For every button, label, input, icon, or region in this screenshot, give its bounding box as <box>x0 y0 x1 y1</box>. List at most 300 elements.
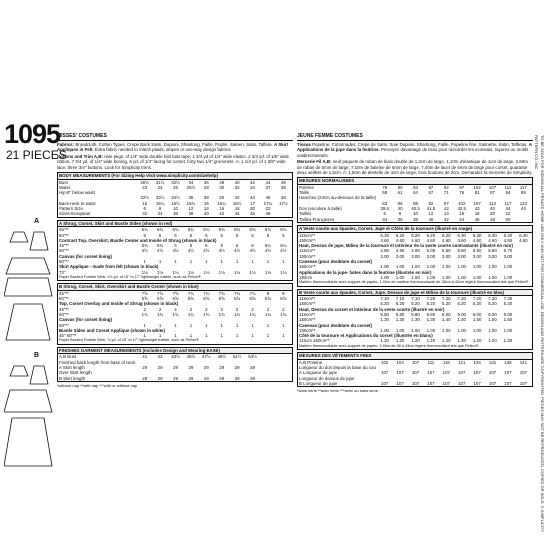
row-value: 107 <box>473 200 481 206</box>
row-value: 102 <box>458 200 466 206</box>
row-label: A Skirt length <box>59 364 85 370</box>
row-value: 126 <box>473 359 481 365</box>
row-value: 1 <box>266 259 270 265</box>
row-value: 17¼ <box>263 200 273 206</box>
fabric-subheading: Haut, Dessus du corset et intérieur de la veste courte (illustré en noir) <box>299 306 445 312</box>
row-value: 5.80 <box>380 312 389 317</box>
row-value: 6¾ <box>264 227 271 233</box>
row-value: 29 <box>250 375 255 381</box>
row-value: 1¾ <box>249 312 256 317</box>
row-value: 87 <box>490 190 495 196</box>
view-b-sketches <box>4 362 54 472</box>
row-label: 115cm** <box>299 248 316 254</box>
row-value: 6 <box>251 243 254 249</box>
row-value: 1 <box>266 333 270 339</box>
row-value: 15¼ <box>155 200 165 206</box>
row-value: 5¾ <box>157 243 164 249</box>
row-label: 45"** <box>59 290 69 296</box>
fabric-subheading: Canvas (for corset lining) <box>59 317 112 323</box>
row-value: 3.00 <box>380 253 389 259</box>
row-label: 150cm** <box>299 237 316 243</box>
row-value: 111 <box>427 359 435 365</box>
row-value: 2 <box>251 306 254 312</box>
row-value: 107 <box>504 370 512 376</box>
row-value: 121 <box>458 359 466 365</box>
row-value: 1¾ <box>141 312 148 317</box>
fabric-subheading: Top, Corset Overlay and Inside of Shrug (shown in black) <box>59 301 179 307</box>
row-value: 1.20 <box>380 338 389 344</box>
skirt-sketch-a <box>6 304 50 340</box>
row-value: 3.00 <box>472 253 482 259</box>
row-value: 6 <box>143 206 146 212</box>
row-value: 4½ <box>157 248 164 254</box>
row-label: Taille <box>299 190 310 196</box>
fabric-subheading: Contrast Top, Overskirt, Bustle Center and Inside of Shrug (shown in black) <box>59 237 217 243</box>
row-value: 36 <box>188 195 194 201</box>
row-value: 1 <box>189 259 193 265</box>
row-value: 1 <box>174 333 177 339</box>
row-value: 4½ <box>280 248 287 254</box>
row-value: 7.20 <box>488 296 497 302</box>
row-value: 1.00 <box>457 274 466 280</box>
row-value: 4.60 <box>426 237 436 243</box>
row-value: 122 <box>519 200 528 206</box>
row-value: 29 <box>219 375 225 381</box>
row-value: 1 <box>220 259 223 265</box>
row-value: 2 <box>266 306 270 312</box>
row-value: 1.00 <box>457 264 466 270</box>
row-value: 29 <box>157 375 163 381</box>
row-value: 4½ <box>218 248 225 254</box>
row-value: 1 <box>235 259 239 265</box>
row-value: 15½ <box>171 200 180 206</box>
row-value: 107 <box>411 359 420 365</box>
overskirt-sketch-a <box>6 258 50 274</box>
row-value: 136 <box>504 359 512 365</box>
row-value: 1.00 <box>503 264 513 270</box>
row-value: 6¾ <box>141 227 148 233</box>
row-value: 42 <box>250 179 255 185</box>
row-value: 14 <box>443 211 449 217</box>
french-notions-text: neuf paquets de ruban de biais double de 1,3cm de large, 1,10m d'elastique de 1cm de large, 2,60m de ruban de 6mm de large, 7,10m de baleine de 6mm de large, 7,40m de lacet de 6mm de large pour corset, quarante deux oeillets de 1,5cm. <box>297 159 528 175</box>
french-body-table <box>297 177 533 223</box>
row-value: 48 <box>280 195 286 201</box>
row-value: 6.30 <box>380 232 389 238</box>
row-value: 1.20 <box>503 338 513 344</box>
row-value: 1 <box>205 259 208 265</box>
row-label: Back-neck to waist <box>59 200 96 206</box>
row-value: 46 <box>474 216 480 222</box>
row-value: 33½ <box>155 195 165 201</box>
skirt-sketch-b <box>4 418 52 466</box>
row-value: 4.60 <box>380 237 389 243</box>
row-value: 40 <box>219 195 225 201</box>
row-value: 7⅝ <box>172 290 179 296</box>
row-value: 6.20 <box>442 232 451 238</box>
english-title: MISSES' COSTUMES <box>57 133 293 141</box>
row-label: Pattern Size <box>59 206 83 212</box>
table-row <box>58 211 292 216</box>
row-value: 5 <box>220 232 223 238</box>
row-value: 1⅛ <box>234 269 241 275</box>
row-value: 1.00 <box>472 327 482 333</box>
row-value: 42 <box>219 211 225 217</box>
row-value: 44 <box>459 216 465 222</box>
row-value: 4½ <box>172 248 179 254</box>
row-value: 1⅛ <box>203 269 210 275</box>
row-value: 117 <box>519 184 527 190</box>
row-value: 6.30 <box>472 232 482 238</box>
row-label: 60"** <box>59 259 69 265</box>
row-value: 131 <box>488 359 497 365</box>
row-value: 7.10 <box>411 296 420 302</box>
row-label: Tailles <box>299 211 312 217</box>
row-value: 7.10 <box>395 296 405 302</box>
french-instructions <box>297 133 533 393</box>
row-value: 1.00 <box>442 274 451 280</box>
row-value: 5.50 <box>442 248 451 254</box>
row-label: 60"** <box>59 248 69 254</box>
row-value: 29 <box>173 364 178 370</box>
row-value: 6¾ <box>172 227 179 233</box>
row-value: 1.30 <box>411 317 420 323</box>
row-value: 14 <box>203 206 209 212</box>
row-value: 1 <box>174 259 177 265</box>
row-value: 5.70 <box>503 248 513 254</box>
row-value: 10 <box>413 211 418 217</box>
fabric-subheading: Canvas (for corset lining) <box>59 253 112 259</box>
row-value: 1.00 <box>411 264 420 270</box>
row-value: 29 <box>188 364 194 370</box>
row-value: 6 <box>235 243 239 249</box>
french-fabrics-label: Tissus <box>297 142 311 147</box>
row-value: 20 <box>490 211 495 217</box>
row-value: 67 <box>428 190 434 196</box>
row-value: 1¾ <box>264 312 271 317</box>
row-value: 1 <box>143 322 146 328</box>
row-value: 4.60 <box>472 237 482 243</box>
row-value: 50 <box>505 216 511 222</box>
row-value: 102 <box>381 359 389 365</box>
row-value: 29 <box>142 375 148 381</box>
fusible-note: Matière thermocollante avec support de papier- 0.50m de 38 à 43cm légère thermocollant tels que Pellon® <box>299 343 479 348</box>
row-value: 29 <box>173 375 178 381</box>
row-value: 29 <box>203 375 209 381</box>
row-value: 5 <box>251 232 254 238</box>
row-value: 1 <box>143 259 146 265</box>
row-value: 92 <box>443 184 449 190</box>
row-value <box>276 211 291 216</box>
row-value: 44 <box>505 206 511 212</box>
french-notions-note: A: 1,50m de dentelle de 4cm de large, trois boutons de 2cm. Demandez la mercerie de Simplicity. <box>342 169 533 175</box>
row-value: 107 <box>381 380 389 386</box>
fabric-subheading: Haut, Dessus de jupe, Milieu de la tournure et intérieur de la veste courte contrastants (illustré en noir) <box>299 243 513 249</box>
row-value: 107 <box>396 380 404 386</box>
row-label: A Longueur de jupe <box>299 370 338 376</box>
row-label: Hanches (23cm au-dessous de la taille) <box>299 195 377 201</box>
row-label: 150cm** <box>299 317 316 323</box>
row-label: 45"** <box>59 227 69 233</box>
row-value: 1¾ <box>280 312 287 317</box>
pattern-number: 1095 <box>4 119 61 149</box>
row-value: 5 <box>174 232 177 238</box>
row-value: 1.50 <box>488 317 497 323</box>
row-value: 1.00 <box>395 327 405 333</box>
row-value: 107 <box>504 380 512 386</box>
row-value: 6 <box>383 211 386 217</box>
row-value: 41.5 <box>426 206 436 212</box>
row-value: 1.00 <box>457 327 466 333</box>
row-value: 107 <box>473 370 481 376</box>
row-value: 29 <box>188 375 194 381</box>
row-label: 150cm** <box>299 301 316 307</box>
row-value: 42 <box>234 195 240 201</box>
row-value: 2 <box>205 306 208 312</box>
row-value: 102 <box>473 184 481 190</box>
row-value: 4.60 <box>411 237 420 243</box>
english-instructions <box>57 133 293 388</box>
row-value: 4½ <box>234 248 241 254</box>
row-value: 53½ <box>248 354 257 360</box>
row-value: 1.00 <box>488 264 497 270</box>
row-value: 4½ <box>203 248 210 254</box>
fabric-subheading: Canevas (pour doublure du corset) <box>299 259 372 265</box>
row-label: 45"** <box>59 243 69 249</box>
row-value: 107 <box>427 380 435 386</box>
table-row <box>298 317 532 322</box>
view-label-b: B <box>34 352 40 359</box>
row-value: 1.50 <box>503 317 513 323</box>
table-header: B Shrug, Corset, Skirt, Overskirt and Bustle Center (shown in blue) <box>58 284 292 291</box>
row-value: 107 <box>427 370 435 376</box>
row-value: 141 <box>519 359 528 365</box>
row-value: 6 <box>205 243 208 249</box>
view-a-sketches <box>4 228 54 348</box>
row-value: 6¾ <box>218 227 225 233</box>
english-body-table <box>57 172 293 218</box>
english-shrug-a-table <box>57 220 293 282</box>
row-value: 1 <box>174 322 177 328</box>
row-value: 46 <box>265 195 271 201</box>
row-value: 6¼ <box>280 243 287 249</box>
row-value: 32 <box>234 184 240 190</box>
row-value: 112 <box>489 200 497 206</box>
row-value: 1.00 <box>380 264 389 270</box>
row-value: 42 <box>443 206 449 212</box>
row-label: B Longueur de jupe <box>299 380 338 386</box>
row-value: 6¾ <box>187 227 194 233</box>
row-value: 1¾ <box>172 312 179 317</box>
row-value: 1 <box>158 322 162 328</box>
row-value: 5⅝ <box>141 296 148 302</box>
row-value: 34 <box>382 216 388 222</box>
row-value: 48 <box>490 216 495 222</box>
row-value: 1 <box>205 333 208 339</box>
row-value: 38 <box>413 216 418 222</box>
row-value: 1.00 <box>503 327 513 333</box>
row-value: 8 <box>266 290 270 296</box>
row-value: 92 <box>428 200 434 206</box>
row-value: 1⅛ <box>218 269 225 275</box>
row-value: 80 <box>397 184 403 190</box>
table-row <box>58 248 292 253</box>
row-value: 2 <box>282 306 285 312</box>
row-value: 8 <box>282 290 285 296</box>
row-label: Over Skirt length <box>59 370 92 376</box>
row-value: 48 <box>265 211 271 217</box>
row-value: 1 <box>282 259 285 265</box>
row-value: 2 <box>143 306 146 312</box>
row-value: 2 <box>158 306 162 312</box>
english-fabrics-label: Fabrics: <box>57 142 75 147</box>
french-shrug-a-table <box>297 225 533 287</box>
row-value: 7.20 <box>442 296 451 302</box>
french-fabrics <box>297 142 533 158</box>
row-value: 76 <box>459 190 465 196</box>
row-value: 117 <box>504 200 512 206</box>
row-value: 107 <box>458 370 466 376</box>
row-value: 5.20 <box>411 301 420 307</box>
row-value: 6.30 <box>488 232 497 238</box>
row-value: 4½ <box>187 248 194 254</box>
row-value: 3.00 <box>442 253 451 259</box>
row-value: 112 <box>504 184 512 190</box>
row-value: 34 <box>188 179 194 185</box>
row-value: 5.00 <box>426 248 436 254</box>
row-value: 4.60 <box>395 237 405 243</box>
row-value: 1⅛ <box>280 269 287 275</box>
row-value: 107 <box>488 380 497 386</box>
row-value: 5 <box>282 232 285 238</box>
row-value: 29 <box>250 364 255 370</box>
row-label: A,B Poitrine <box>299 359 323 365</box>
row-value: 40 <box>428 216 434 222</box>
row-value: 1.00 <box>426 327 436 333</box>
row-value: 5.20 <box>426 301 436 307</box>
row-value: 43 <box>474 206 480 212</box>
row-value: 38 <box>203 195 209 201</box>
row-value: 7.20 <box>426 296 436 302</box>
row-value: 29 <box>234 375 240 381</box>
row-value: 1 <box>235 333 239 339</box>
row-value: 5.20 <box>488 301 497 307</box>
row-value: 26½ <box>186 184 196 190</box>
row-value: 85 <box>397 200 403 206</box>
row-value: 45½ <box>186 354 196 360</box>
row-value: 1 <box>282 322 285 328</box>
row-value: 44 <box>265 179 271 185</box>
french-fabrics-note: Prevoyez davantage de tissu pour raccorder les ecossais, rayures ou motifs unidirectionnels. <box>297 147 529 158</box>
row-value: 38 <box>219 179 225 185</box>
row-value: 1.40 <box>442 317 451 323</box>
row-value: 8 <box>398 211 402 217</box>
row-value: 6.30 <box>457 232 466 238</box>
row-value: 6.20 <box>426 232 436 238</box>
row-value: 40 <box>234 179 240 185</box>
row-value: 44 <box>490 206 495 212</box>
row-value: 1¾ <box>218 312 225 317</box>
row-label: 60"** <box>59 232 69 238</box>
row-value: 107 <box>411 380 420 386</box>
row-value: 5⅝ <box>264 296 271 302</box>
row-value: 1.20 <box>488 338 497 344</box>
row-value: 7⅝ <box>141 290 148 296</box>
row-value: 1.20 <box>426 338 436 344</box>
row-value: 1 <box>266 322 270 328</box>
row-value: 29 <box>203 364 209 370</box>
shrug-sketch-b <box>10 366 28 376</box>
row-value: 36 <box>203 179 209 185</box>
english-notions-note: A: 1 1/4 yd. of 1 3/8" wide lace, three 3/4" buttons. Look for Simplicity trims. <box>57 159 286 170</box>
row-value: 6¾ <box>280 227 287 233</box>
table-row <box>298 381 532 386</box>
row-value: 44 <box>520 206 526 212</box>
row-value: 1 <box>205 322 208 328</box>
row-value: 1 <box>189 333 193 339</box>
row-value: 16 <box>219 206 225 212</box>
row-value: 1 <box>282 333 285 339</box>
row-value: 88 <box>413 200 418 206</box>
row-value <box>260 376 275 381</box>
row-value: 4.60 <box>519 237 528 243</box>
row-value: 51½ <box>232 354 242 360</box>
row-value: 12 <box>188 206 194 212</box>
row-value: 1¾ <box>157 312 164 317</box>
row-value: 23 <box>142 184 148 190</box>
row-value: 6¾ <box>203 227 210 233</box>
english-shrug-b-table <box>57 283 293 345</box>
fabric-subheading: Skirt Applique - made from felt (shown in black) <box>59 264 159 270</box>
row-value: 61 <box>397 190 403 196</box>
table-header: A Shrug, Corset, Skirt and Bustle Sides (shown in red) <box>58 221 292 228</box>
row-label: 60"** <box>59 296 69 302</box>
row-value: 29 <box>157 364 163 370</box>
row-value: 31½ <box>155 179 165 185</box>
corset-sketch-b <box>30 366 48 384</box>
row-value: 15 <box>142 200 148 206</box>
row-value: 1.50 <box>472 317 482 323</box>
row-value: 1¾ <box>203 312 210 317</box>
view-label-a: A <box>34 218 40 225</box>
table-row <box>58 376 292 381</box>
row-value: 6.20 <box>395 232 405 238</box>
table-header: MESURES DES VÊTEMENTS FINIS <box>298 353 532 360</box>
row-value: 6.40 <box>519 232 528 238</box>
row-label: Poitrine <box>299 184 314 190</box>
row-value: 7¾ <box>187 290 194 296</box>
row-value: 87 <box>428 184 434 190</box>
row-value: 107 <box>473 380 481 386</box>
row-label: 150cm** <box>299 253 316 259</box>
french-finished-table <box>297 352 533 387</box>
copyright-strip <box>523 135 545 535</box>
row-value: 1⅛ <box>141 269 148 275</box>
row-value: 6.00 <box>503 312 513 317</box>
row-value: 37 <box>265 184 271 190</box>
row-value: 30 <box>219 184 225 190</box>
row-value: 5⅝ <box>172 296 179 302</box>
row-value: 6.00 <box>442 312 451 317</box>
row-value: 5⅝ <box>280 296 287 302</box>
row-value: 81 <box>474 190 480 196</box>
table-header: FINISHED GARMENT MEASUREMENTS (Includes Design and Wearing EASE) <box>58 348 292 355</box>
row-value: 99 <box>520 190 526 196</box>
row-value: 1⅛ <box>187 269 194 275</box>
row-value: 1.00 <box>411 327 420 333</box>
row-value: 6¼ <box>264 243 271 249</box>
row-value: 5.50 <box>472 248 482 254</box>
row-value: 5 <box>235 232 239 238</box>
